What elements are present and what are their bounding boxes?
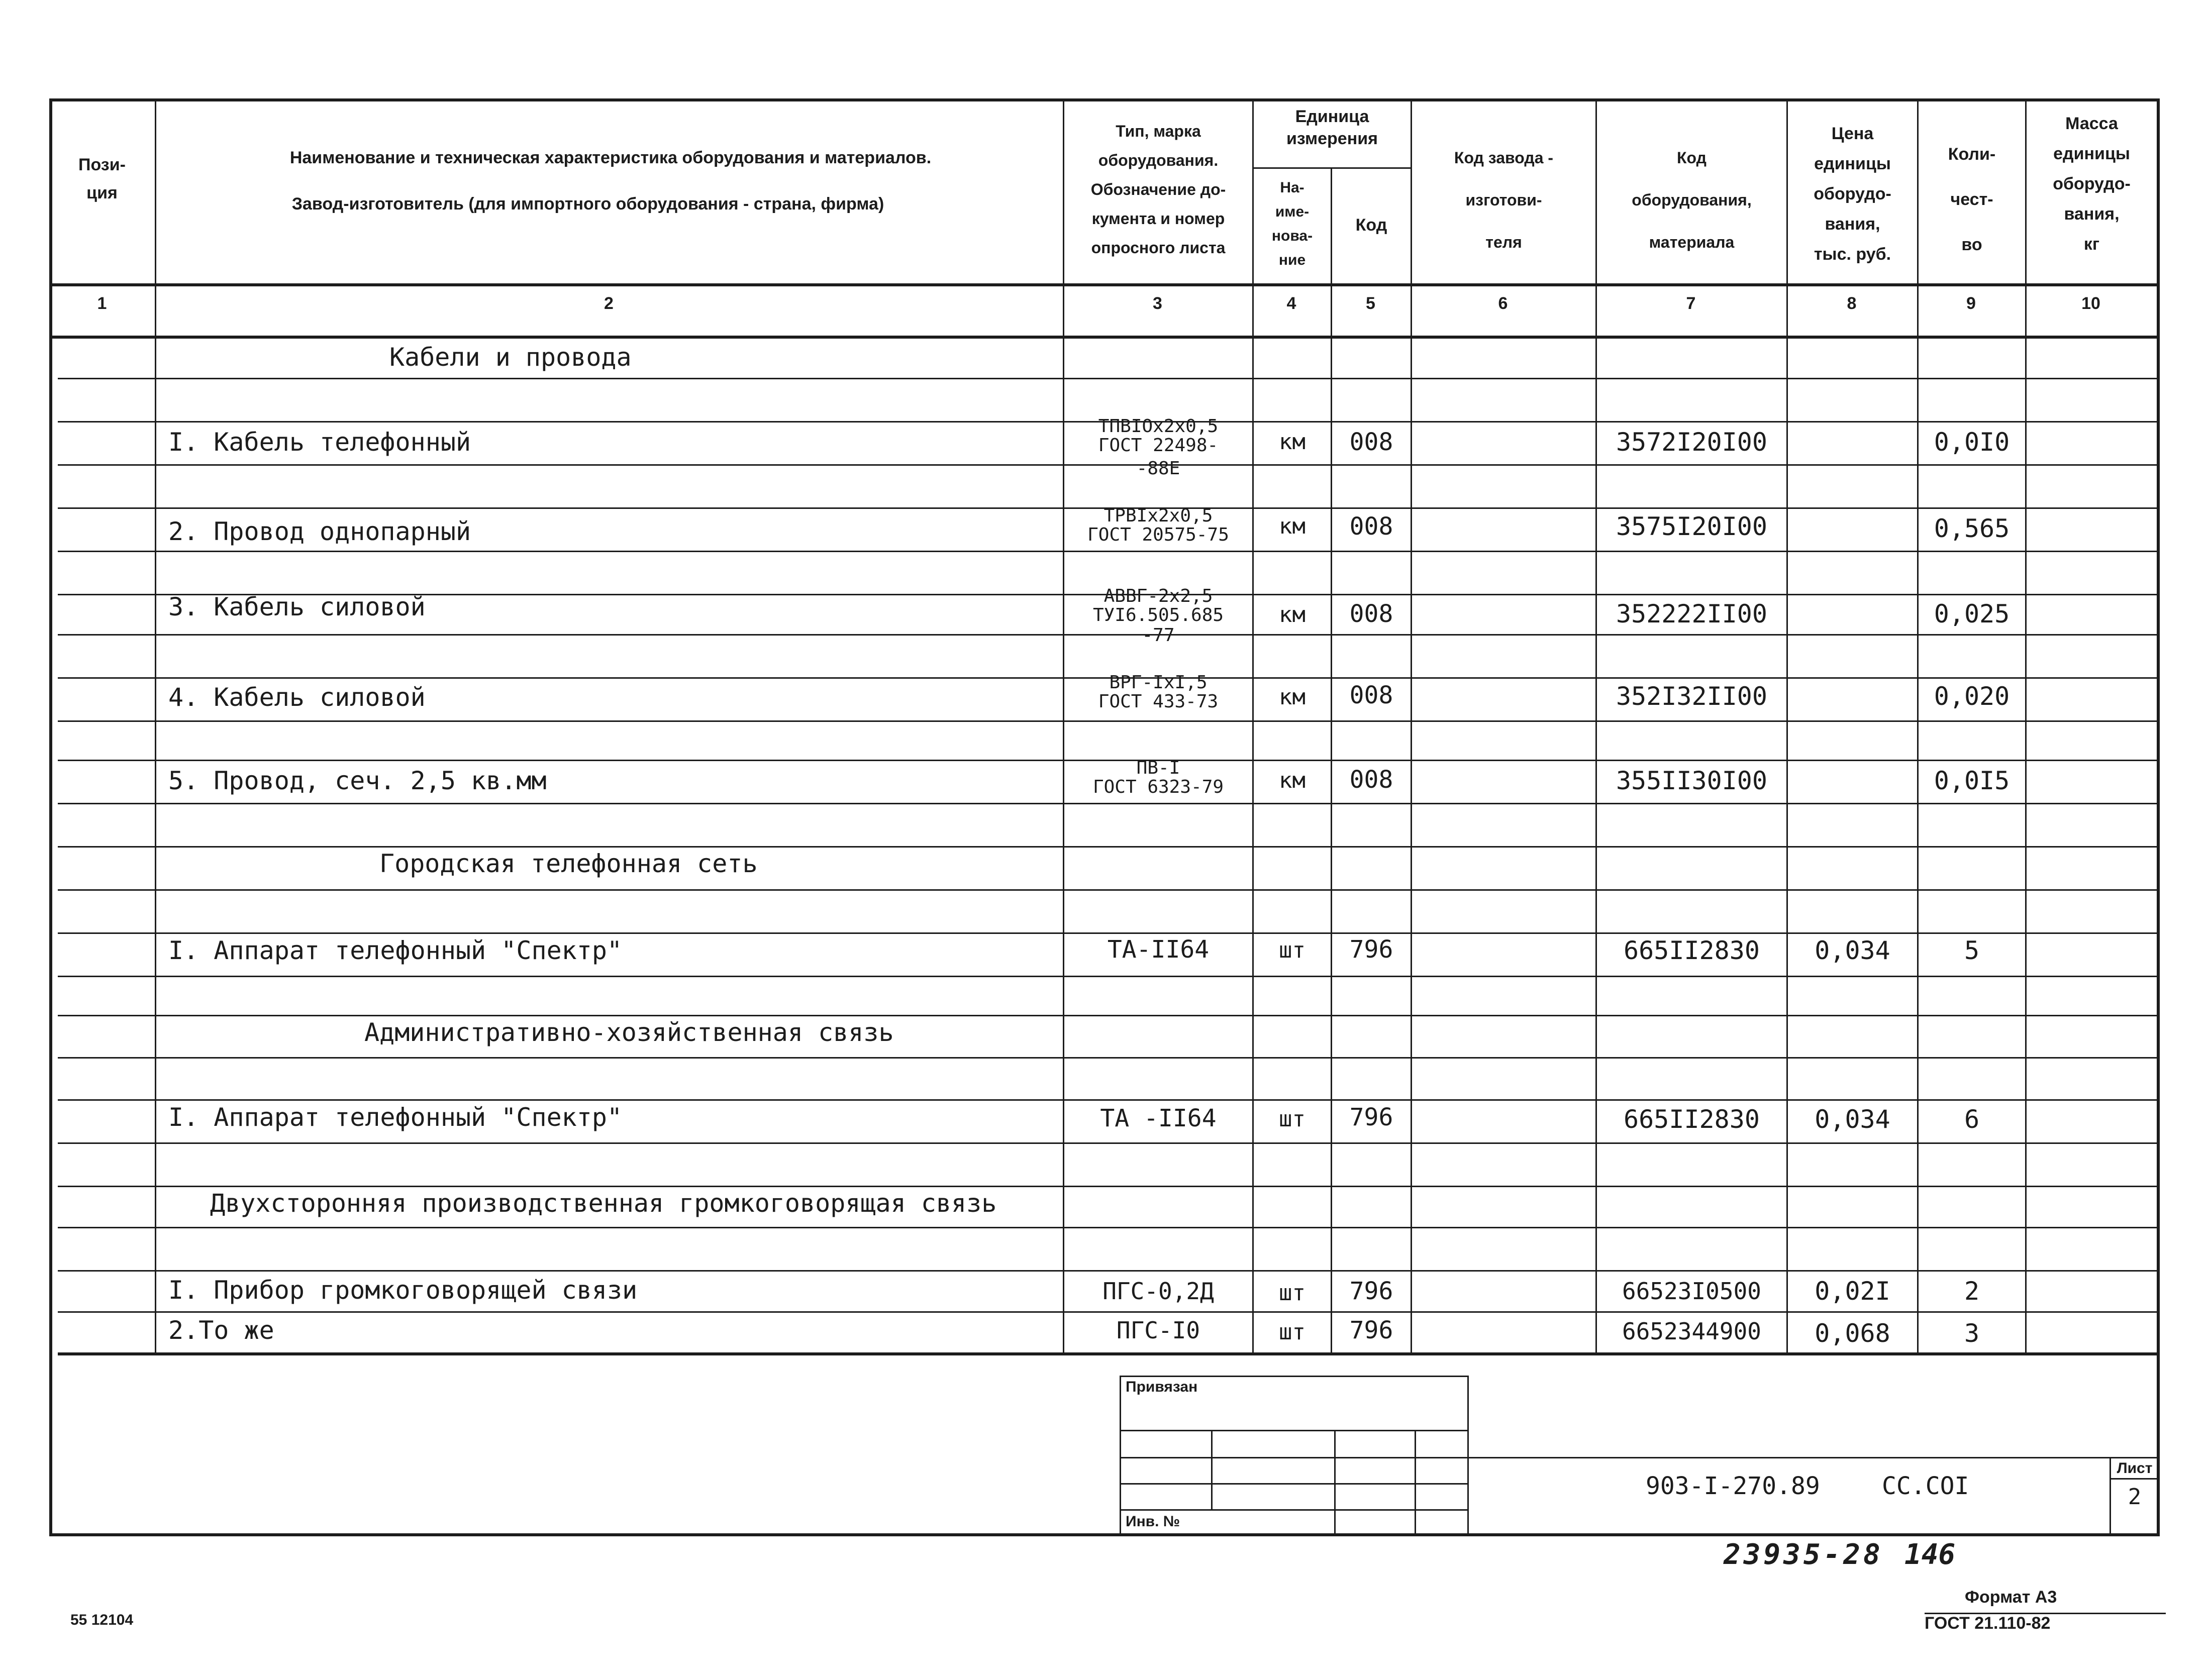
- item-unit-code: 008: [1349, 512, 1393, 541]
- colnum-8: 8: [1847, 294, 1857, 313]
- item-qty: 0,0I5: [1934, 766, 2010, 795]
- stamp-sheet-number: 2: [2128, 1484, 2142, 1510]
- row-line: [58, 1186, 2160, 1187]
- item-type-line: ПВ-I: [1136, 758, 1180, 778]
- header-unit-name: На- име- нова- ние: [1271, 179, 1313, 268]
- stamp-line: [1334, 1430, 1336, 1533]
- row-line: [58, 846, 2160, 848]
- section-title: Городская телефонная сеть: [379, 849, 758, 878]
- stamp-line: [1120, 1376, 1121, 1533]
- item-unit-code: 796: [1349, 1316, 1393, 1344]
- header-factory-code: Код завода - изготови- теля: [1454, 149, 1554, 251]
- item-qty: 3: [1964, 1319, 1980, 1348]
- item-unit: шт: [1279, 1280, 1305, 1306]
- item-price: 0,02I: [1815, 1277, 1890, 1306]
- item-unit-code: 796: [1349, 935, 1393, 964]
- header-name-line1: Наименование и техническая характеристика оборудования и материалов.: [289, 148, 932, 167]
- item-price: 0,034: [1815, 1105, 1890, 1134]
- stamp-line: [1467, 1457, 2160, 1458]
- item-material-code: 6652344900: [1622, 1318, 1761, 1345]
- colnum-10: 10: [2081, 294, 2100, 313]
- stamp-sheet-label: Лист: [2117, 1460, 2153, 1477]
- item-type-line: ВРГ-IхI,5: [1109, 672, 1208, 693]
- header-name-line2: Завод-изготовитель (для импортного оборудования - страна, фирма): [291, 194, 884, 214]
- stamp-line: [1211, 1430, 1213, 1509]
- item-name: I. Кабель телефонный: [168, 428, 471, 457]
- stamp-doc-code: СС.СОI: [1882, 1472, 1969, 1500]
- item-type: [1064, 506, 1252, 545]
- item-unit: шт: [1279, 1106, 1305, 1132]
- item-material-code: 665II2830: [1624, 936, 1760, 965]
- item-price: 0,068: [1815, 1319, 1890, 1348]
- item-name: 3. Кабель силовой: [168, 592, 426, 621]
- header-unit-code: Код: [1355, 216, 1387, 235]
- item-type: ТА -II64: [1100, 1104, 1217, 1132]
- stamp-line: [1467, 1376, 1469, 1533]
- item-unit: км: [1279, 684, 1305, 710]
- colnum-2: 2: [604, 294, 614, 313]
- item-qty: 0,020: [1934, 682, 2010, 711]
- item-name: 5. Провод, сеч. 2,5 кв.мм: [168, 766, 547, 795]
- item-qty: 6: [1964, 1105, 1980, 1134]
- item-material-code: 3575I20I00: [1616, 512, 1768, 541]
- row-line: [58, 1227, 2160, 1228]
- handwritten-sheet: 146: [1904, 1538, 1956, 1571]
- header-price: Цена единицы оборудо- вания, тыс. руб.: [1814, 124, 1891, 264]
- item-type-line: ТПВIОх2х0,5: [1098, 416, 1219, 437]
- header-material-code: Код оборудования, материала: [1632, 149, 1752, 251]
- col-divider: [155, 98, 156, 1352]
- table-bottom-line: [58, 1352, 2160, 1355]
- item-unit: км: [1279, 602, 1305, 627]
- item-type: [1064, 417, 1252, 478]
- frame-bottom-line: [49, 1533, 2160, 1536]
- item-name: I. Аппарат телефонный "Спектр": [168, 936, 623, 965]
- stamp-inv: Инв. №: [1126, 1513, 1180, 1530]
- item-name: 4. Кабель силовой: [168, 683, 426, 712]
- row-line: [58, 1311, 2160, 1313]
- row-line: [58, 1057, 2160, 1059]
- header-position: Пози- ция: [78, 155, 126, 202]
- item-type-line: ТУI6.505.685: [1092, 605, 1224, 625]
- section-title: Двухсторонняя производственная громкоговорящая связь: [210, 1189, 997, 1218]
- row-line: [58, 720, 2160, 722]
- colnum-4: 4: [1286, 294, 1296, 313]
- format-label: Формат А3: [1965, 1588, 2057, 1607]
- item-type: [1064, 587, 1252, 645]
- item-qty: 0,0I0: [1934, 428, 2010, 457]
- item-unit-code: 796: [1349, 1103, 1393, 1131]
- item-type-line: ГОСТ 20575-75: [1087, 524, 1229, 545]
- item-unit-code: 008: [1349, 600, 1393, 628]
- item-type-line: ТРВIх2х0,5: [1103, 505, 1213, 526]
- col-divider: [1063, 98, 1064, 1352]
- item-type: [1064, 759, 1252, 797]
- item-type-line: ГОСТ 6323-79: [1092, 777, 1224, 797]
- item-qty: 2: [1964, 1277, 1980, 1306]
- item-unit: шт: [1279, 1319, 1305, 1345]
- col-divider: [1595, 98, 1597, 1352]
- item-unit-code: 008: [1349, 766, 1393, 794]
- item-type: ПГС-I0: [1116, 1317, 1200, 1344]
- item-type: ТА-II64: [1107, 935, 1210, 964]
- stamp-designation: 903-I-270.89: [1646, 1472, 1820, 1500]
- item-price: 0,034: [1815, 936, 1890, 965]
- row-line: [58, 1099, 2160, 1101]
- item-qty: 0,565: [1934, 514, 2010, 543]
- header-mass: Масса единицы оборудо- вания, кг: [2053, 114, 2131, 254]
- item-material-code: 66523I0500: [1622, 1278, 1761, 1305]
- item-type-line: АВВГ-2х2,5: [1103, 586, 1213, 606]
- colnum-3: 3: [1153, 294, 1162, 313]
- item-unit: км: [1279, 513, 1305, 539]
- stamp-line: [1120, 1376, 1467, 1377]
- row-line: [58, 1270, 2160, 1272]
- item-material-code: 665II2830: [1624, 1105, 1760, 1134]
- item-type-line: -88Е: [1136, 458, 1180, 479]
- row-line: [58, 803, 2160, 804]
- item-material-code: 3572I20I00: [1616, 428, 1768, 457]
- item-name: 2. Провод однопарный: [168, 517, 471, 546]
- section-title: Кабели и провода: [389, 343, 632, 372]
- item-name: I. Аппарат телефонный "Спектр": [168, 1103, 623, 1132]
- stamp-privyazan: Привязан: [1126, 1379, 1198, 1395]
- colnum-7: 7: [1686, 294, 1696, 313]
- item-unit-code: 796: [1349, 1277, 1393, 1305]
- table-right-border: [2157, 98, 2160, 1536]
- row-line: [58, 1015, 2160, 1016]
- colnum-9: 9: [1966, 294, 1976, 313]
- item-type-line: ГОСТ 22498-: [1098, 435, 1219, 456]
- col-divider: [2025, 98, 2027, 1352]
- item-material-code: 355II30I00: [1616, 766, 1768, 795]
- col-divider: [1786, 98, 1788, 1352]
- row-line: [58, 378, 2160, 379]
- item-unit: км: [1279, 768, 1305, 793]
- col-divider: [1917, 98, 1919, 1352]
- row-line: [58, 551, 2160, 552]
- item-type-line: ГОСТ 433-73: [1098, 691, 1219, 712]
- item-type: ПГС-0,2Д: [1102, 1278, 1214, 1305]
- stamp-line: [1415, 1430, 1416, 1533]
- left-code: 55 12104: [70, 1612, 134, 1628]
- item-unit: км: [1279, 429, 1305, 455]
- handwritten-number: 23935-28: [1724, 1538, 1883, 1571]
- row-line: [58, 976, 2160, 977]
- colnum-bottom-line: [49, 336, 2160, 339]
- header-bottom-line: [49, 283, 2160, 286]
- item-qty: 0,025: [1934, 599, 2010, 628]
- item-material-code: 352I32II00: [1616, 682, 1768, 711]
- header-type: Тип, марка оборудования. Обозначение до- кумента и номер опросного листа: [1090, 122, 1226, 257]
- col-divider: [1411, 98, 1412, 1352]
- table-top-border: [49, 98, 2160, 101]
- item-name: I. Прибор громкоговорящей связи: [168, 1276, 638, 1305]
- col-divider: [1252, 98, 1254, 1352]
- header-unit: Единица измерения: [1286, 107, 1378, 148]
- item-name: 2.То же: [168, 1316, 274, 1345]
- row-line: [58, 1142, 2160, 1144]
- item-unit-code: 008: [1349, 681, 1393, 709]
- row-line: [58, 932, 2160, 934]
- table-left-border: [49, 98, 52, 1536]
- colnum-1: 1: [97, 294, 107, 313]
- header-qty: Коли- чест- во: [1948, 145, 1996, 254]
- item-type: [1064, 673, 1252, 711]
- col-divider: [1331, 167, 1332, 1352]
- item-type-line: -77: [1142, 625, 1175, 646]
- item-qty: 5: [1964, 936, 1980, 965]
- section-title: Административно-хозяйственная связь: [364, 1018, 894, 1047]
- gost-label: ГОСТ 21.110-82: [1925, 1614, 2051, 1633]
- stamp-line: [2109, 1478, 2160, 1480]
- item-unit: шт: [1279, 937, 1305, 963]
- item-unit-code: 008: [1349, 428, 1393, 456]
- colnum-5: 5: [1366, 294, 1375, 313]
- item-material-code: 352222II00: [1616, 599, 1768, 628]
- row-line: [58, 889, 2160, 891]
- colnum-6: 6: [1498, 294, 1508, 313]
